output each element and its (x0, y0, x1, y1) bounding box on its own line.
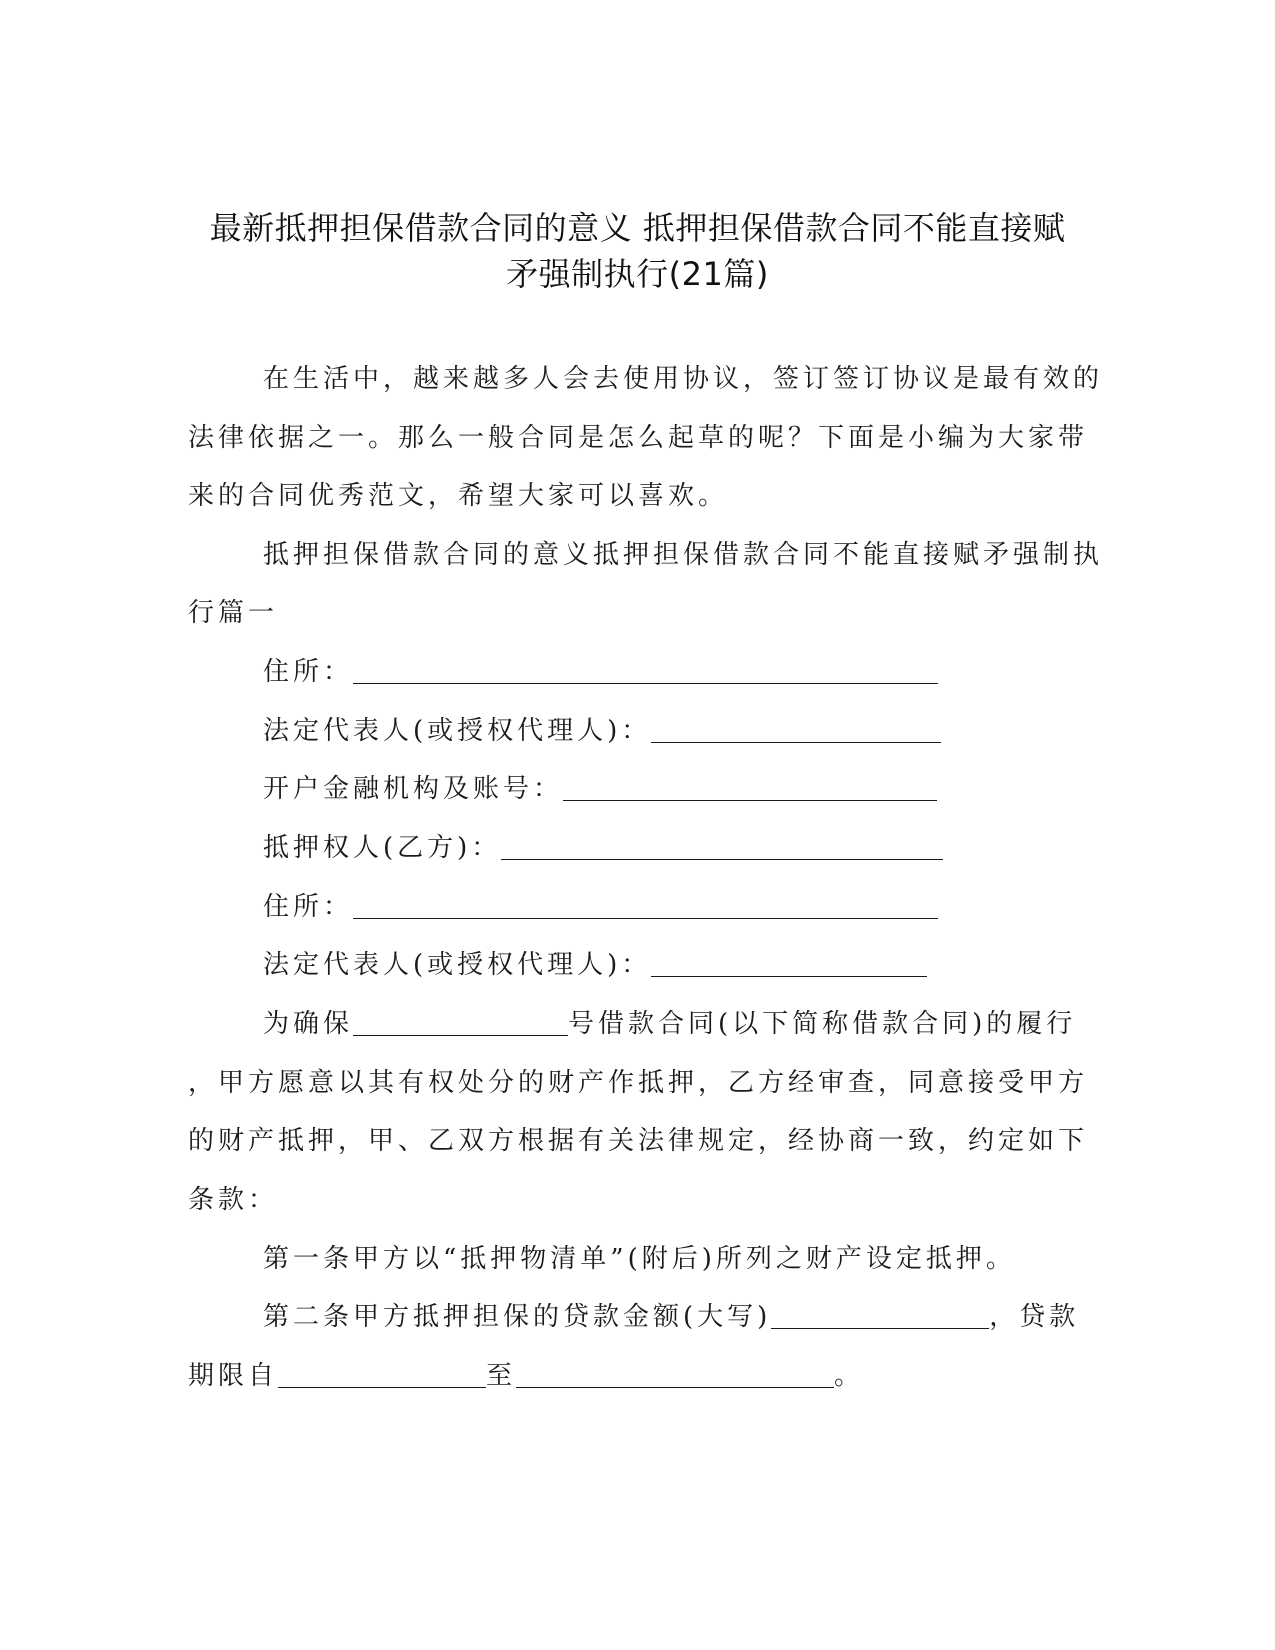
field-label: 住所： (263, 892, 354, 922)
purpose-line-4: 条款： (188, 1185, 279, 1215)
article-text: 期限自 (188, 1361, 279, 1391)
field-label: 法定代表人(或授权代理人)： (263, 950, 652, 980)
article-text: 。 (834, 1361, 865, 1391)
blank-line (651, 950, 927, 977)
field-mortgagee (263, 831, 1163, 865)
article-2-line-2 (188, 1359, 1088, 1393)
document-title (150, 205, 1125, 297)
field-address-1 (263, 655, 1163, 689)
article-text: 第二条甲方抵押担保的贷款金额(大写) (263, 1302, 772, 1332)
field-address-2 (263, 890, 1163, 924)
article-text: ，贷款 (989, 1302, 1080, 1332)
intro-line-1: 在生活中，越来越多人会去使用协议，签订签订协议是最有效的 (263, 364, 1104, 394)
field-bank-account (263, 772, 1163, 806)
purpose-text: 号借款合同(以下简称借款合同)的履行 (568, 1009, 1077, 1039)
blank-line (353, 657, 938, 684)
field-label: 抵押权人(乙方)： (263, 833, 502, 863)
intro-line-2: 法律依据之一。那么一般合同是怎么起草的呢？下面是小编为大家带 (188, 423, 1089, 453)
field-label: 住所： (263, 657, 354, 687)
field-label: 法定代表人(或授权代理人)： (263, 716, 652, 746)
blank-line (278, 1361, 486, 1388)
section-heading-line-1: 抵押担保借款合同的意义抵押担保借款合同不能直接赋矛强制执 (263, 540, 1104, 570)
blank-line (353, 1009, 568, 1036)
field-label: 开户金融机构及账号： (263, 774, 564, 804)
purpose-text: 为确保 (263, 1009, 354, 1039)
blank-line (353, 892, 938, 919)
blank-line (771, 1302, 989, 1329)
title-line-1: 最新抵押担保借款合同的意义 抵押担保借款合同不能直接赋 (209, 209, 1066, 247)
blank-line (563, 774, 937, 801)
section-heading-line-2: 行篇一 (188, 598, 279, 628)
field-legal-rep-2 (263, 948, 1163, 982)
title-line-2: 矛强制执行(21篇) (506, 255, 769, 293)
article-text: 至 (486, 1361, 517, 1391)
field-legal-rep-1 (263, 714, 1163, 748)
article-2-line-1 (263, 1300, 1163, 1334)
blank-line (516, 1361, 834, 1388)
blank-line (501, 833, 943, 860)
purpose-line-3: 的财产抵押，甲、乙双方根据有关法律规定，经协商一致，约定如下 (188, 1126, 1089, 1156)
intro-line-3: 来的合同优秀范文，希望大家可以喜欢。 (188, 481, 729, 511)
purpose-line-2: ，甲方愿意以其有权处分的财产作抵押，乙方经审查，同意接受甲方 (188, 1068, 1089, 1098)
purpose-line-1 (263, 1007, 1163, 1041)
article-1: 第一条甲方以“抵押物清单”(附后)所列之财产设定抵押。 (263, 1244, 1016, 1274)
blank-line (651, 716, 941, 743)
